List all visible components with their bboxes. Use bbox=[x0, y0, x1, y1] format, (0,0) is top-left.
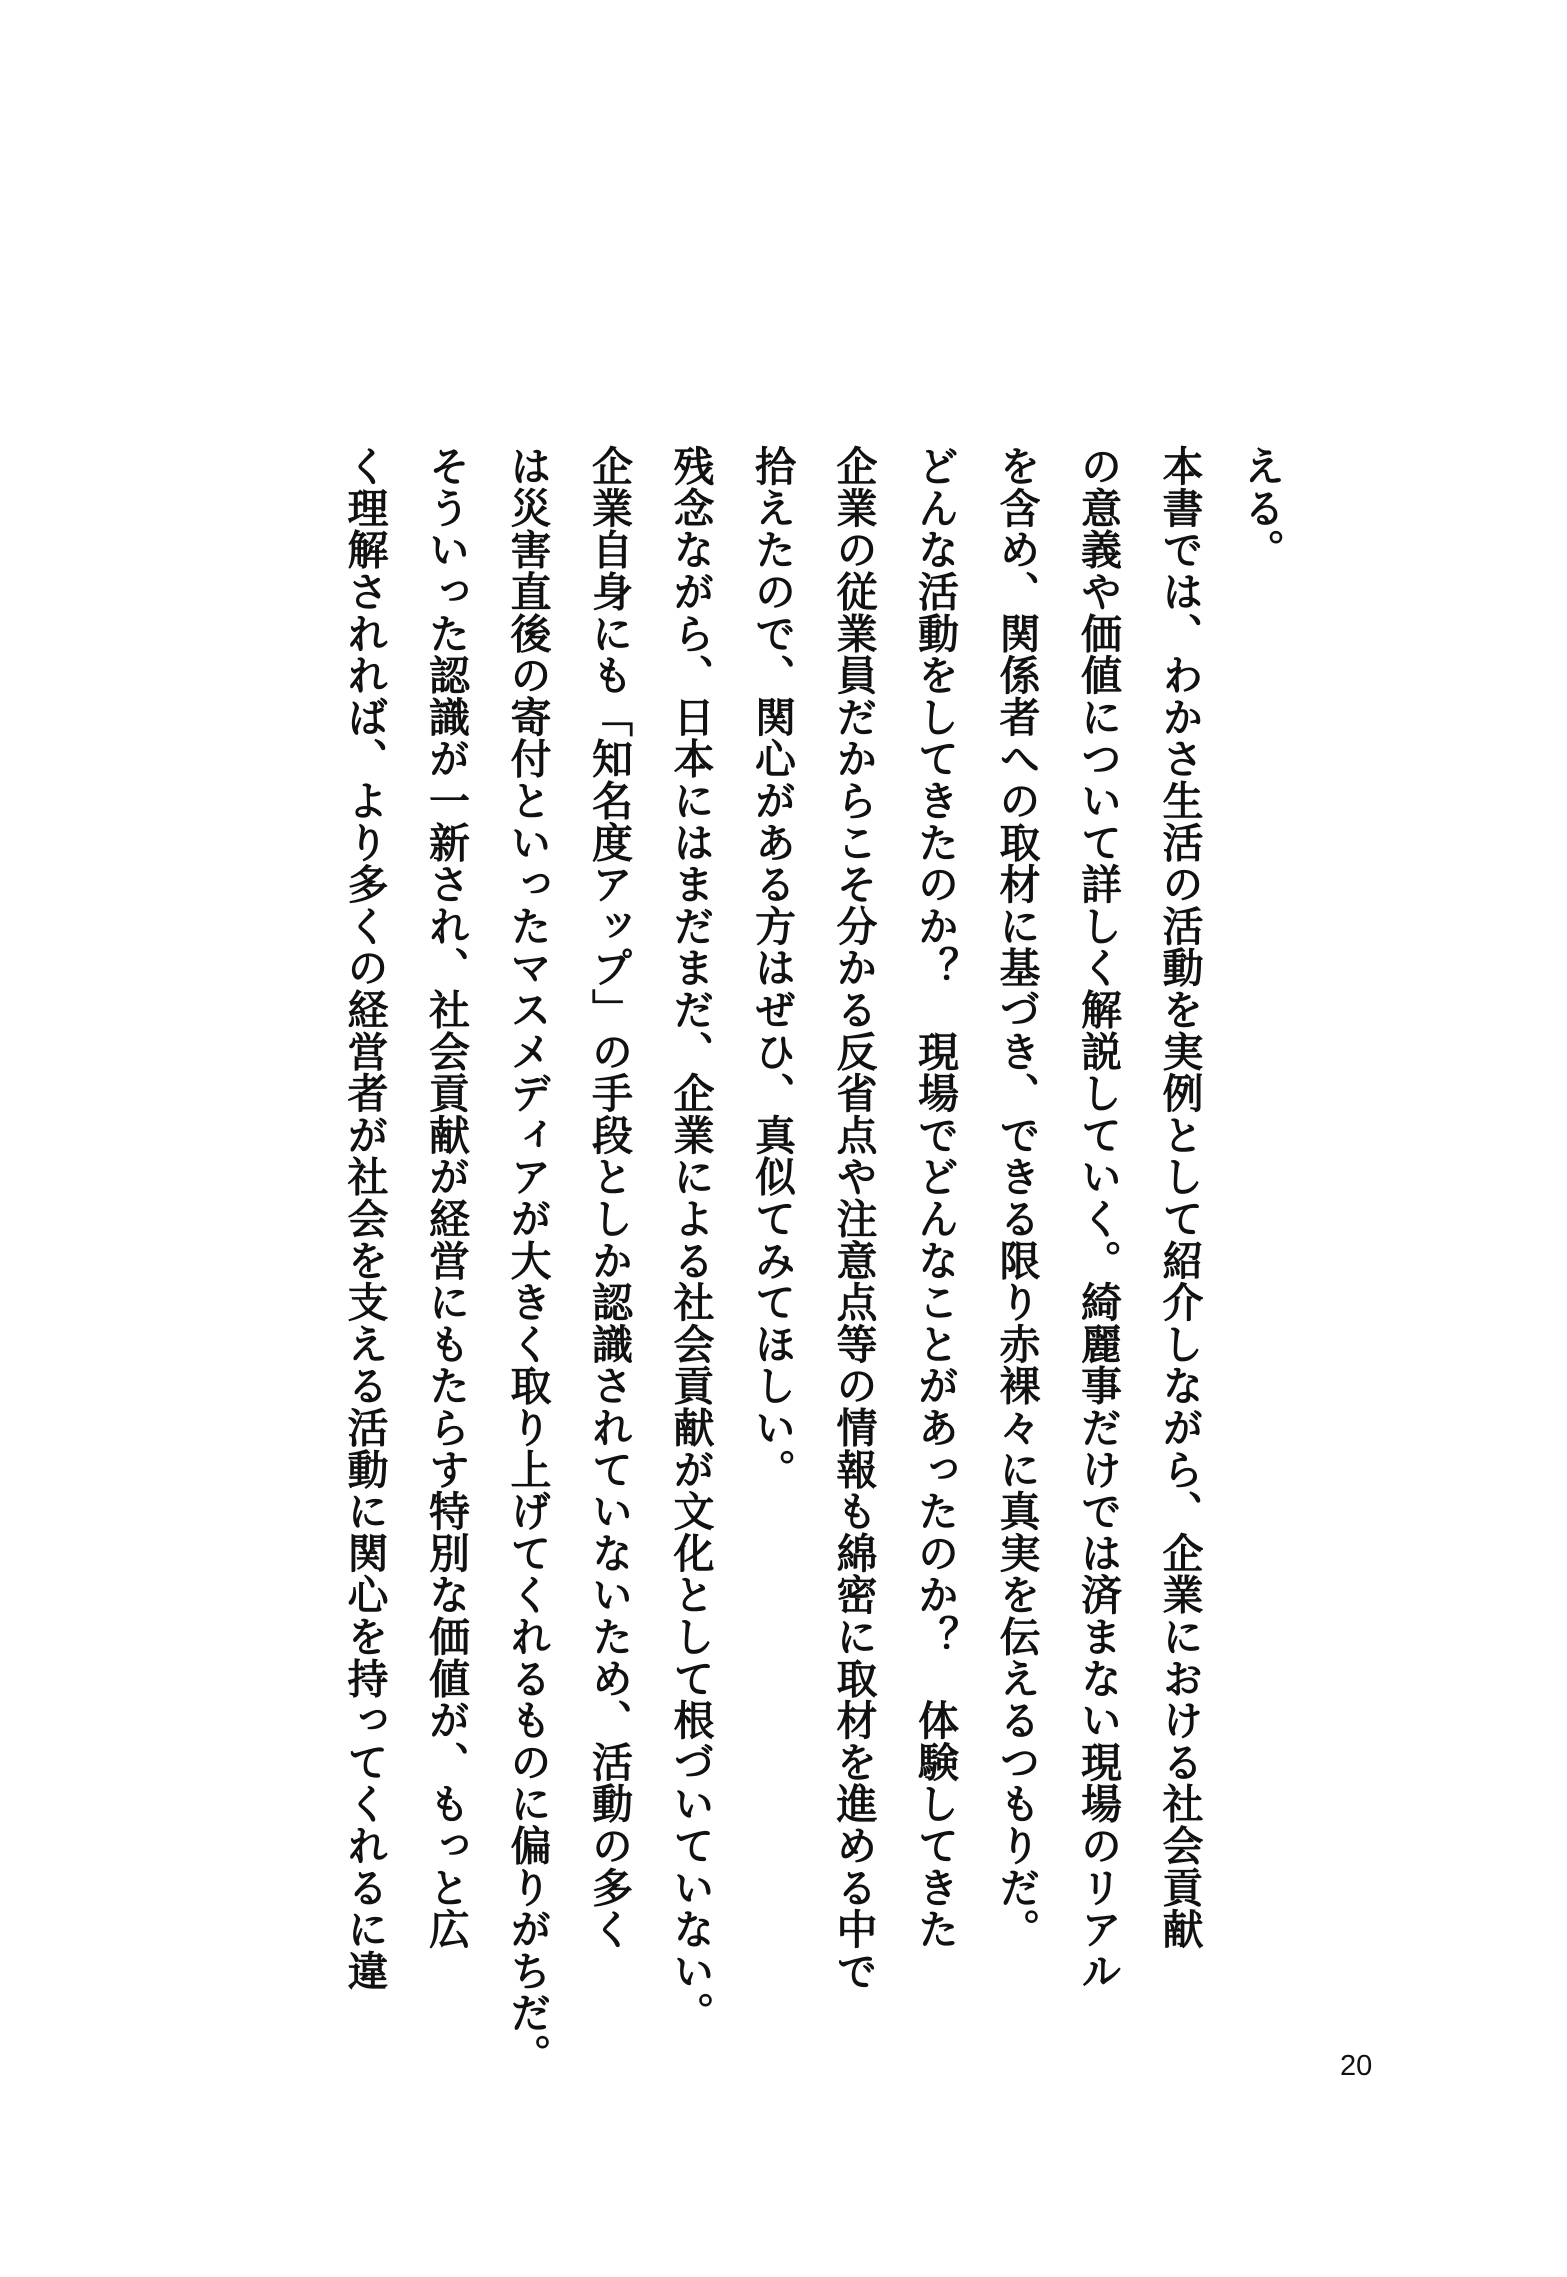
text-column: の意義や価値について詳しく解説していく。綺麗事だけでは済まない現場のリアル bbox=[1074, 445, 1122, 1992]
text-column: える。 bbox=[1237, 445, 1285, 571]
body-text bbox=[323, 445, 1301, 2076]
text-column: 残念ながら、日本にはまだまだ、企業による社会貢献が文化として根づいていない。 bbox=[666, 445, 715, 2034]
text-column: 企業自身にも「知名度アップ」の手段としか認識されていないため、活動の多く bbox=[585, 445, 633, 1950]
page-number: 20 bbox=[1340, 2050, 1373, 2082]
text-column: く理解されれば、より多くの経営者が社会を支える活動に関心を持ってくれるに違 bbox=[340, 445, 389, 1992]
text-column: 企業の従業員だからこそ分かる反省点や注意点等の情報も綿密に取材を進める中で bbox=[829, 445, 878, 1992]
text-column: を含め、関係者への取材に基づき、できる限り赤裸々に真実を伝えるつもりだ。 bbox=[992, 445, 1041, 1950]
text-column: は災害直後の寄付といったマスメディアが大きく取り上げてくれるものに偏りがちだ。 bbox=[503, 445, 552, 2076]
text-column: 本書では、わかさ生活の活動を実例として紹介しながら、企業における社会貢献 bbox=[1155, 445, 1204, 1950]
text-column: そういった認識が一新され、社会貢献が経営にもたらす特別な価値が、もっと広 bbox=[422, 445, 470, 1950]
text-column: どんな活動をしてきたのか？ 現場でどんなことがあったのか？ 体験してきた bbox=[911, 445, 959, 1950]
text-column: 拾えたので、関心がある方はぜひ、真似てみてほしい。 bbox=[748, 445, 796, 1490]
